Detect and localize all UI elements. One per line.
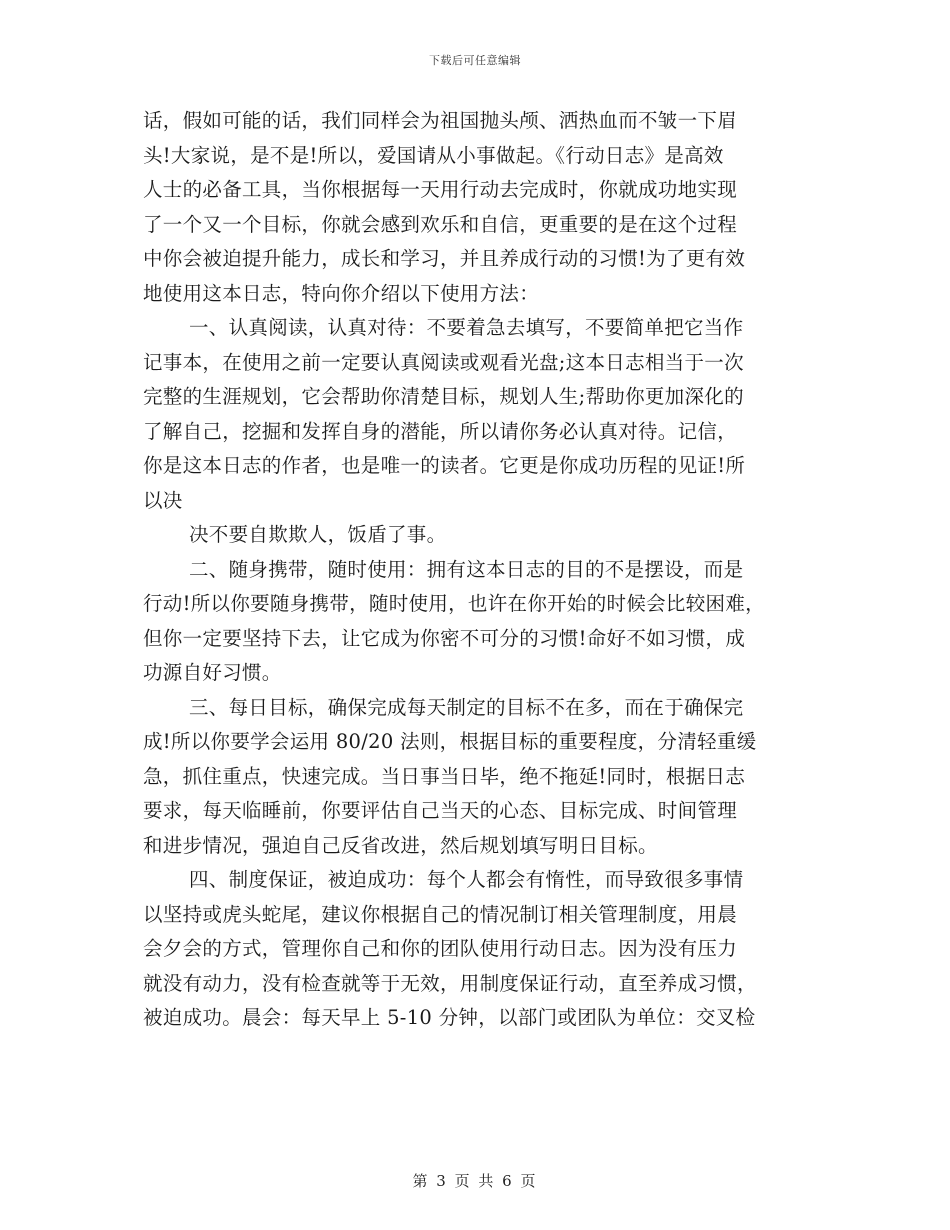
text-line: 就没有动力，没有检查就等于无效，用制度保证行动，直至养成习惯， [143,971,757,995]
document-body [143,104,813,1036]
page-header: 下载后可任意编辑 [429,54,521,67]
text-line: 你是这本日志的作者，也是唯一的读者。它更是你成功历程的见证!所 [143,454,746,477]
text-line: 三、每日目标，确保完成每天制定的目标不在多，而在于确保完 [189,695,744,719]
text-line: 完整的生涯规划，它会帮助你清楚目标，规划人生;帮助你更加深化的 [143,385,744,408]
text-line: 急，抓住重点，快速完成。当日事当日毕，绝不拖延!同时，根据日志 [143,764,746,788]
text-line: 成!所以你要学会运用 80/20 法则，根据目标的重要程度，分清轻重缓 [143,730,757,753]
text-line: 以决 [143,488,183,512]
text-line: 二、随身携带，随时使用：拥有这本日志的目的不是摆设，而是 [189,557,744,581]
text-line: 以坚持或虎头蛇尾，建议你根据自己的情况制订相关管理制度，用晨 [143,902,738,926]
text-line: 话，假如可能的话，我们同样会为祖国抛头颅、洒热血而不皱一下眉 [143,109,738,132]
text-line: 要求，每天临睡前，你要评估自己当天的心态、目标完成、时间管理 [143,799,738,822]
text-line: 头!大家说，是不是!所以，爱国请从小事做起。《行动日志》是高效 [143,143,724,167]
text-line: 会夕会的方式，管理你自己和你的团队使用行动日志。因为没有压力 [143,937,738,960]
text-line: 功源自好习惯。 [143,661,282,684]
text-line: 决不要自欺欺人，饭盾了事。 [189,523,447,546]
text-line: 四、制度保证，被迫成功：每个人都会有惰性，而导致很多事情 [189,868,744,891]
text-line: 一、认真阅读，认真对待：不要着急去填写，不要简单把它当作 [189,316,744,339]
text-line: 但你一定要坚持下去，让它成为你密不可分的习惯!命好不如习惯，成 [143,626,746,650]
text-line: 被迫成功。晨会：每天早上 5-10 分钟，以部门或团队为单位：交叉检 [143,1006,756,1029]
text-line: 和进步情况，强迫自己反省改进，然后规划填写明日目标。 [143,833,658,857]
page-footer: 第 3 页 共 6 页 [412,1172,538,1190]
text-line: 记事本，在使用之前一定要认真阅读或观看光盘;这本日志相当于一次 [143,350,744,374]
text-line: 了解自己，挖掘和发挥自身的潜能，所以请你务必认真对待。记信， [143,419,738,443]
text-line: 中你会被迫提升能力，成长和学习，并且养成行动的习惯!为了更有效 [143,247,746,270]
text-line: 地使用这本日志，特向你介绍以下使用方法： [143,281,540,305]
text-line: 人士的必备工具，当你根据每一天用行动去完成时，你就成功地实现 [143,178,738,201]
text-line: 了一个又一个目标，你就会感到欢乐和自信，更重要的是在这个过程 [143,212,738,236]
text-line: 行动!所以你要随身携带，随时使用，也许在你开始的时候会比较困难， [143,592,765,615]
